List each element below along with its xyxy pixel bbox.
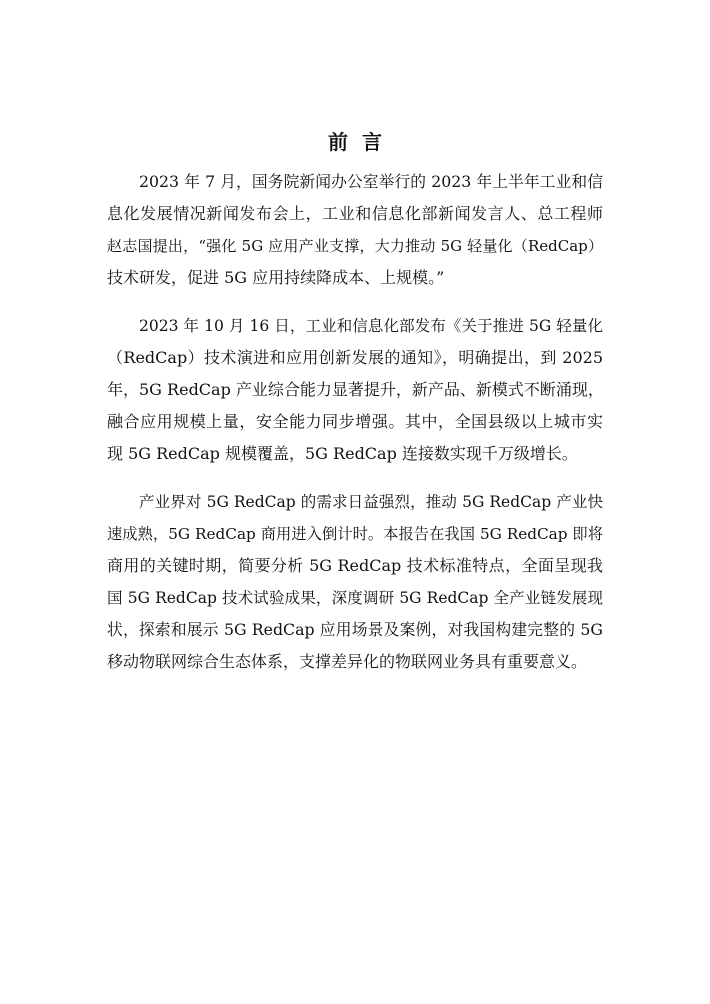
paragraph-2-line-3: 年，5G RedCap 产业综合能力显著提升，新产品、新模式不断涌现， <box>107 380 604 399</box>
paragraph-1-line-3: 赵志国提出，“强化 5G 应用产业支撑，大力推动 5G 轻量化（RedCap） <box>107 237 603 255</box>
paragraph-3-line-4: 国 5G RedCap 技术试验成果，深度调研 5G RedCap 全产业链发展现 <box>107 589 603 607</box>
paragraph-2-line-5: 现 5G RedCap 规模覆盖，5G RedCap 连接数实现千万级增长。 <box>107 444 578 463</box>
paragraph-2-line-2: （RedCap）技术演进和应用创新发展的通知》，明确提出，到 2025 <box>107 348 603 367</box>
paragraph-1-line-2: 息化发展情况新闻发布会上，工业和信息化部新闻发言人、总工程师 <box>107 204 603 223</box>
page-title: 前言 <box>328 130 396 154</box>
paragraph-1-line-4: 技术研发，促进 5G 应用持续降成本、上规模。” <box>107 268 445 287</box>
paragraph-2-line-4: 融合应用规模上量，安全能力同步增强。其中，全国县级以上城市实 <box>107 412 603 431</box>
paragraph-1-line-1: 2023 年 7 月，国务院新闻办公室举行的 2023 年上半年工业和信 <box>139 172 603 191</box>
paragraph-3-line-6: 移动物联网综合生态体系，支撑差异化的物联网业务具有重要意义。 <box>107 652 588 671</box>
paragraph-3-line-3: 商用的关键时期，简要分析 5G RedCap 技术标准特点，全面呈现我 <box>107 556 603 575</box>
paragraph-3-line-2: 速成熟，5G RedCap 商用进入倒计时。本报告在我国 5G RedCap 即将 <box>107 525 603 543</box>
paragraph-3-line-1: 产业界对 5G RedCap 的需求日益强烈，推动 5G RedCap 产业快 <box>139 493 603 511</box>
paragraph-2-line-1: 2023 年 10 月 16 日，工业和信息化部发布《关于推进 5G 轻量化 <box>139 317 603 335</box>
paragraph-3-line-5: 状，探索和展示 5G RedCap 应用场景及案例，对我国构建完整的 5G <box>107 620 603 639</box>
